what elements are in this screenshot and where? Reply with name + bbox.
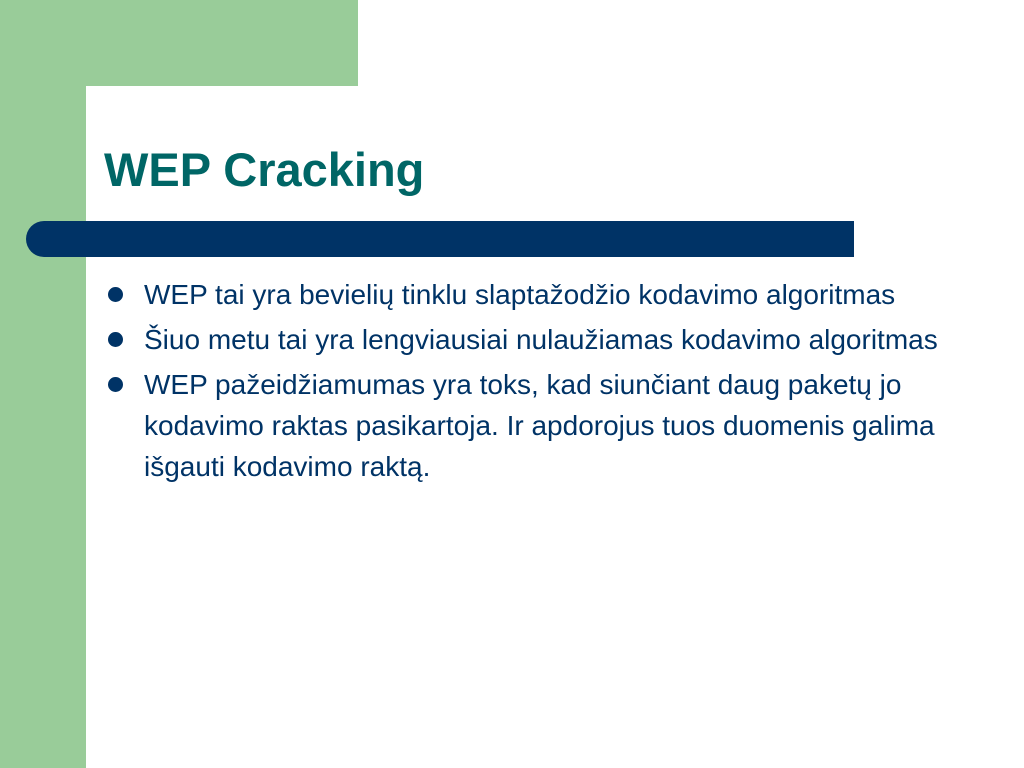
green-top-band	[0, 0, 358, 86]
slide-title: WEP Cracking	[104, 143, 425, 196]
bullet-text: WEP pažeidžiamumas yra toks, kad siunčiant daug paketų jo kodavimo raktas pasikartoja. Ir apdorojus tuos duomenis galima išgauti kodavimo raktą.	[144, 369, 935, 482]
bullet-item	[104, 364, 964, 487]
bullet-text: Šiuo metu tai yra lengviausiai nulaužiamas kodavimo algoritmas	[144, 324, 938, 355]
bullet-item	[104, 319, 964, 360]
bullet-dot-icon	[108, 287, 123, 302]
bullet-dot-icon	[108, 377, 123, 392]
bullet-text: WEP tai yra bevielių tinklu slaptažodžio kodavimo algoritmas	[144, 279, 896, 310]
bullet-dot-icon	[108, 332, 123, 347]
green-side-band	[0, 0, 86, 768]
title-underline-bar	[26, 221, 854, 257]
bullet-list	[104, 274, 964, 491]
bullet-item	[104, 274, 964, 315]
